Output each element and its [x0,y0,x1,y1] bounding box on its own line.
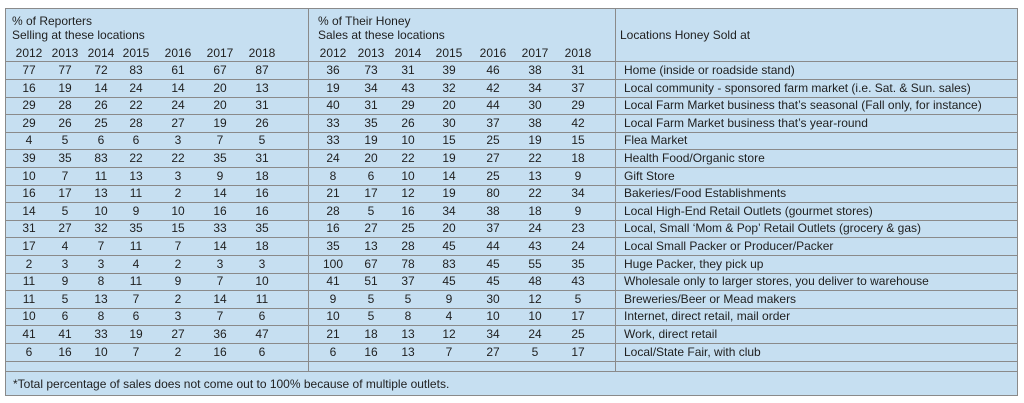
honey-cell: 67 [364,256,378,271]
honey-cell: 16 [364,344,378,359]
table-row [6,185,1017,202]
reporters-cell: 35 [129,221,143,236]
reporters-cell: 5 [61,291,69,306]
honey-cell: 46 [486,63,500,77]
location-label: Local, Small ‘Mom & Pop’ Retail Outlets (grocery & gas) [624,221,921,236]
honey-cell: 34 [486,327,500,341]
honey-year-0: 2012 [319,46,347,60]
reporters-cell: 17 [22,239,36,253]
honey-cell: 12 [442,327,456,341]
reporters-cell: 3 [258,256,266,271]
reporters-cell: 9 [132,203,140,218]
reporters-cell: 11 [22,291,36,306]
honey-cell: 6 [329,344,337,359]
reporters-cell: 16 [22,80,36,95]
reporters-cell: 25 [94,115,108,130]
honey-cell: 41 [326,274,340,289]
reporters-cell: 7 [216,309,224,324]
reporters-cell: 17 [58,186,72,201]
row-divider [6,361,1017,362]
honey-cell: 31 [364,98,378,113]
honey-cell: 55 [528,256,542,271]
table-row [6,220,1017,237]
honey-cell: 10 [326,309,340,324]
reporters-cell: 28 [129,115,143,130]
reporters-cell: 11 [129,274,143,289]
reporters-cell: 11 [255,291,269,306]
honey-cell: 20 [364,151,378,165]
honey-cell: 22 [528,186,542,201]
reporters-cell: 5 [258,133,266,148]
honey-cell: 5 [531,344,539,359]
footnote-divider [6,371,1017,372]
location-label: Bakeries/Food Establishments [624,186,787,201]
honey-cell: 14 [442,168,456,183]
honey-cell: 28 [401,239,415,253]
honey-year-2: 2014 [394,46,422,60]
reporters-cell: 33 [213,221,227,236]
honey-cell: 13 [401,344,415,359]
reporters-cell: 7 [216,133,224,148]
location-label: Gift Store [624,168,675,183]
reporters-cell: 6 [258,344,266,359]
table-row [6,168,1017,185]
reporters-cell: 18 [255,168,269,183]
reporters-cell: 31 [255,151,269,165]
reporters-cell: 7 [174,239,182,253]
honey-cell: 33 [326,133,340,148]
reporters-year-2: 2014 [87,46,115,60]
location-label: Local Small Packer or Producer/Packer [624,239,834,253]
reporters-year-4: 2016 [164,46,192,60]
reporters-cell: 13 [255,80,269,95]
location-label: Home (inside or roadside stand) [624,63,795,77]
reporters-cell: 20 [213,80,227,95]
reporters-cell: 24 [129,80,143,95]
reporters-cell: 14 [213,239,227,253]
reporters-cell: 11 [129,186,143,201]
reporters-cell: 16 [22,186,36,201]
reporters-cell: 22 [129,98,143,113]
reporters-cell: 16 [255,203,269,218]
reporters-header-line2: Selling at these locations [12,28,145,42]
honey-cell: 9 [329,291,337,306]
honey-cell: 9 [574,203,582,218]
table-row [6,308,1017,325]
honey-cell: 38 [486,203,500,218]
reporters-cell: 5 [61,203,69,218]
reporters-cell: 3 [61,256,69,271]
honey-cell: 29 [401,98,415,113]
honey-cell: 10 [486,309,500,324]
reporters-cell: 2 [174,256,182,271]
honey-cell: 24 [326,151,340,165]
reporters-cell: 20 [213,98,227,113]
table-row [6,80,1017,97]
reporters-cell: 10 [22,309,36,324]
reporters-year-1: 2013 [51,46,79,60]
honey-year-5: 2017 [521,46,549,60]
honey-cell: 23 [571,221,585,236]
honey-cell: 43 [571,274,585,289]
reporters-cell: 83 [129,63,143,77]
honey-cell: 45 [486,274,500,289]
honey-cell: 17 [364,186,378,201]
honey-cell: 34 [528,80,542,95]
reporters-cell: 14 [22,203,36,218]
honey-cell: 30 [528,98,542,113]
reporters-year-6: 2018 [248,46,276,60]
honey-cell: 20 [442,221,456,236]
honey-cell: 37 [486,115,500,130]
reporters-cell: 32 [94,221,108,236]
honey-cell: 18 [571,151,585,165]
honey-year-1: 2013 [357,46,385,60]
location-label: Local Farm Market business that’s year-round [624,115,868,130]
honey-cell: 13 [364,239,378,253]
honey-cell: 19 [326,80,340,95]
reporters-cell: 35 [255,221,269,236]
honey-cell: 45 [442,274,456,289]
honey-cell: 10 [401,168,415,183]
reporters-cell: 6 [132,309,140,324]
reporters-cell: 3 [174,309,182,324]
reporters-cell: 41 [58,327,72,341]
honey-cell: 43 [528,239,542,253]
reporters-cell: 10 [94,344,108,359]
honey-cell: 5 [367,291,375,306]
reporters-cell: 67 [213,63,227,77]
reporters-cell: 6 [61,309,69,324]
reporters-cell: 19 [129,327,143,341]
honey-cell: 24 [571,239,585,253]
honey-cell: 35 [571,256,585,271]
honey-cell: 37 [401,274,415,289]
reporters-cell: 72 [94,63,108,77]
honey-cell: 38 [528,115,542,130]
reporters-cell: 26 [255,115,269,130]
honey-cell: 16 [326,221,340,236]
reporters-cell: 27 [171,115,185,130]
reporters-cell: 10 [94,203,108,218]
reporters-cell: 2 [25,256,33,271]
reporters-cell: 14 [171,80,185,95]
reporters-cell: 29 [22,115,36,130]
reporters-cell: 7 [97,239,105,253]
honey-cell: 31 [571,63,585,77]
honey-year-4: 2016 [479,46,507,60]
honey-year-6: 2018 [564,46,592,60]
honey-cell: 24 [528,327,542,341]
table-row [6,203,1017,220]
reporters-cell: 29 [22,98,36,113]
reporters-cell: 7 [61,168,69,183]
reporters-cell: 10 [22,168,36,183]
reporters-cell: 77 [58,63,72,77]
reporters-cell: 7 [132,344,140,359]
honey-cell: 5 [367,203,375,218]
reporters-cell: 16 [255,186,269,201]
honey-cell: 12 [401,186,415,201]
reporters-year-5: 2017 [206,46,234,60]
reporters-cell: 14 [94,80,108,95]
honey-cell: 35 [326,239,340,253]
reporters-year-0: 2012 [15,46,43,60]
reporters-cell: 3 [216,256,224,271]
reporters-cell: 35 [58,151,72,165]
reporters-cell: 16 [58,344,72,359]
reporters-cell: 24 [171,98,185,113]
honey-cell: 15 [442,133,456,148]
honey-cell: 80 [486,186,500,201]
table-row [6,291,1017,308]
honey-cell: 21 [326,327,340,341]
reporters-cell: 26 [94,98,108,113]
honey-cell: 73 [364,63,378,77]
reporters-cell: 11 [22,274,36,289]
honey-cell: 44 [486,239,500,253]
honey-cell: 22 [401,151,415,165]
reporters-cell: 33 [94,327,108,341]
reporters-cell: 4 [25,133,33,148]
honey-cell: 19 [442,151,456,165]
honey-cell: 5 [367,309,375,324]
reporters-cell: 22 [129,151,143,165]
reporters-cell: 2 [174,186,182,201]
table-row [6,97,1017,114]
table-row [6,344,1017,361]
reporters-cell: 10 [171,203,185,218]
honey-cell: 44 [486,98,500,113]
honey-cell: 27 [364,221,378,236]
honey-cell: 9 [445,291,453,306]
reporters-header-line1: % of Reporters [12,14,93,28]
location-label: Flea Market [624,133,688,148]
honey-cell: 28 [326,203,340,218]
reporters-cell: 7 [132,291,140,306]
honey-cell: 42 [571,115,585,130]
reporters-cell: 41 [22,327,36,341]
reporters-cell: 87 [255,63,269,77]
honey-cell: 4 [445,309,453,324]
honey-cell: 35 [364,115,378,130]
honey-cell: 25 [486,168,500,183]
table-row [6,62,1017,79]
top-band [0,0,1024,8]
reporters-cell: 19 [213,115,227,130]
honey-cell: 37 [571,80,585,95]
honey-cell: 40 [326,98,340,113]
honey-cell: 42 [486,80,500,95]
honey-cell: 34 [571,186,585,201]
reporters-cell: 4 [61,239,69,253]
reporters-cell: 11 [94,168,108,183]
honey-cell: 37 [486,221,500,236]
location-label: Local community - sponsored farm market (i.e. Sat. & Sun. sales) [624,80,971,95]
reporters-cell: 31 [22,221,36,236]
reporters-cell: 16 [213,203,227,218]
honey-cell: 45 [486,256,500,271]
location-label: Health Food/Organic store [624,151,765,165]
footnote: *Total percentage of sales does not come out to 100% because of multiple outlets. [13,377,450,391]
location-label: Local Farm Market business that’s seasonal (Fall only, for instance) [624,98,982,113]
reporters-cell: 5 [61,133,69,148]
honey-cell: 5 [404,291,412,306]
honey-cell: 22 [528,151,542,165]
honey-cell: 19 [528,133,542,148]
reporters-cell: 27 [171,327,185,341]
honey-cell: 12 [528,291,542,306]
reporters-cell: 8 [97,309,105,324]
honey-cell: 10 [528,309,542,324]
honey-cell: 51 [364,274,378,289]
honey-cell: 13 [528,168,542,183]
reporters-cell: 3 [97,256,105,271]
reporters-cell: 31 [255,98,269,113]
reporters-cell: 26 [58,115,72,130]
reporters-cell: 14 [213,291,227,306]
honey-cell: 48 [528,274,542,289]
reporters-cell: 7 [216,274,224,289]
honey-cell: 18 [364,327,378,341]
honey-cell: 26 [401,115,415,130]
honey-cell: 100 [322,256,344,271]
location-label: Work, direct retail [624,327,718,341]
honey-cell: 25 [401,221,415,236]
reporters-cell: 6 [132,133,140,148]
reporters-cell: 22 [171,151,185,165]
reporters-cell: 13 [94,186,108,201]
honey-cell: 17 [571,344,585,359]
honey-cell: 34 [442,203,456,218]
honey-cell: 16 [401,203,415,218]
reporters-cell: 15 [171,221,185,236]
location-label: Internet, direct retail, mail order [624,309,791,324]
honey-cell: 38 [528,63,542,77]
honey-header-line1: % of Their Honey [318,14,411,28]
reporters-cell: 3 [174,168,182,183]
honey-cell: 27 [486,151,500,165]
location-label: Local High-End Retail Outlets (gourmet stores) [624,203,873,218]
location-label: Local/State Fair, with club [624,344,761,359]
honey-cell: 17 [571,309,585,324]
table-row [6,115,1017,132]
reporters-cell: 9 [61,274,69,289]
honey-cell: 33 [326,115,340,130]
honey-cell: 83 [442,256,456,271]
reporters-cell: 13 [129,168,143,183]
reporters-cell: 16 [213,344,227,359]
honey-cell: 31 [401,63,415,77]
reporters-cell: 18 [255,239,269,253]
honey-cell: 6 [367,168,375,183]
reporters-cell: 11 [129,239,143,253]
reporters-cell: 13 [94,291,108,306]
honey-year-3: 2015 [435,46,463,60]
honey-cell: 78 [401,256,415,271]
reporters-cell: 19 [58,80,72,95]
locations-header: Locations Honey Sold at [620,28,751,42]
reporters-cell: 14 [213,186,227,201]
reporters-cell: 3 [174,133,182,148]
honey-cell: 19 [364,133,378,148]
reporters-cell: 28 [58,98,72,113]
honey-cell: 30 [486,291,500,306]
location-label: Breweries/Beer or Mead makers [624,291,797,306]
reporters-cell: 2 [174,344,182,359]
reporters-cell: 6 [258,309,266,324]
honey-header-line2: Sales at these locations [318,28,445,42]
reporters-cell: 6 [25,344,33,359]
honey-cell: 43 [401,80,415,95]
honey-cell: 9 [574,168,582,183]
table-row [6,273,1017,290]
honey-cell: 5 [574,291,582,306]
honey-cell: 25 [486,133,500,148]
table-row [6,150,1017,167]
reporters-cell: 47 [255,327,269,341]
reporters-cell: 39 [22,151,36,165]
honey-cell: 39 [442,63,456,77]
table-row [6,238,1017,255]
reporters-cell: 83 [94,151,108,165]
honey-cell: 29 [571,98,585,113]
honey-cell: 27 [486,344,500,359]
reporters-cell: 9 [174,274,182,289]
reporters-cell: 2 [174,291,182,306]
reporters-cell: 8 [97,274,105,289]
honey-cell: 34 [364,80,378,95]
honey-cell: 8 [404,309,412,324]
reporters-cell: 35 [213,151,227,165]
honey-cell: 30 [442,115,456,130]
reporters-cell: 36 [213,327,227,341]
table-row [6,132,1017,149]
honey-cell: 18 [528,203,542,218]
honey-cell: 7 [445,344,453,359]
honey-cell: 13 [401,327,415,341]
reporters-cell: 6 [97,133,105,148]
honey-cell: 8 [329,168,337,183]
honey-cell: 15 [571,133,585,148]
honey-cell: 19 [442,186,456,201]
location-label: Huge Packer, they pick up [624,256,764,271]
honey-cell: 25 [571,327,585,341]
reporters-year-3: 2015 [122,46,150,60]
honey-cell: 32 [442,80,456,95]
reporters-cell: 4 [132,256,140,271]
reporters-cell: 9 [216,168,224,183]
table-row [6,256,1017,273]
honey-cell: 45 [442,239,456,253]
reporters-cell: 10 [255,274,269,289]
honey-sales-table [5,8,1018,396]
honey-cell: 24 [528,221,542,236]
location-label: Wholesale only to larger stores, you deliver to warehouse [624,274,929,289]
honey-cell: 21 [326,186,340,201]
reporters-cell: 27 [58,221,72,236]
table-row [6,326,1017,343]
honey-cell: 10 [401,133,415,148]
honey-cell: 36 [326,63,340,77]
honey-cell: 20 [442,98,456,113]
reporters-cell: 61 [171,63,185,77]
reporters-cell: 77 [22,63,36,77]
